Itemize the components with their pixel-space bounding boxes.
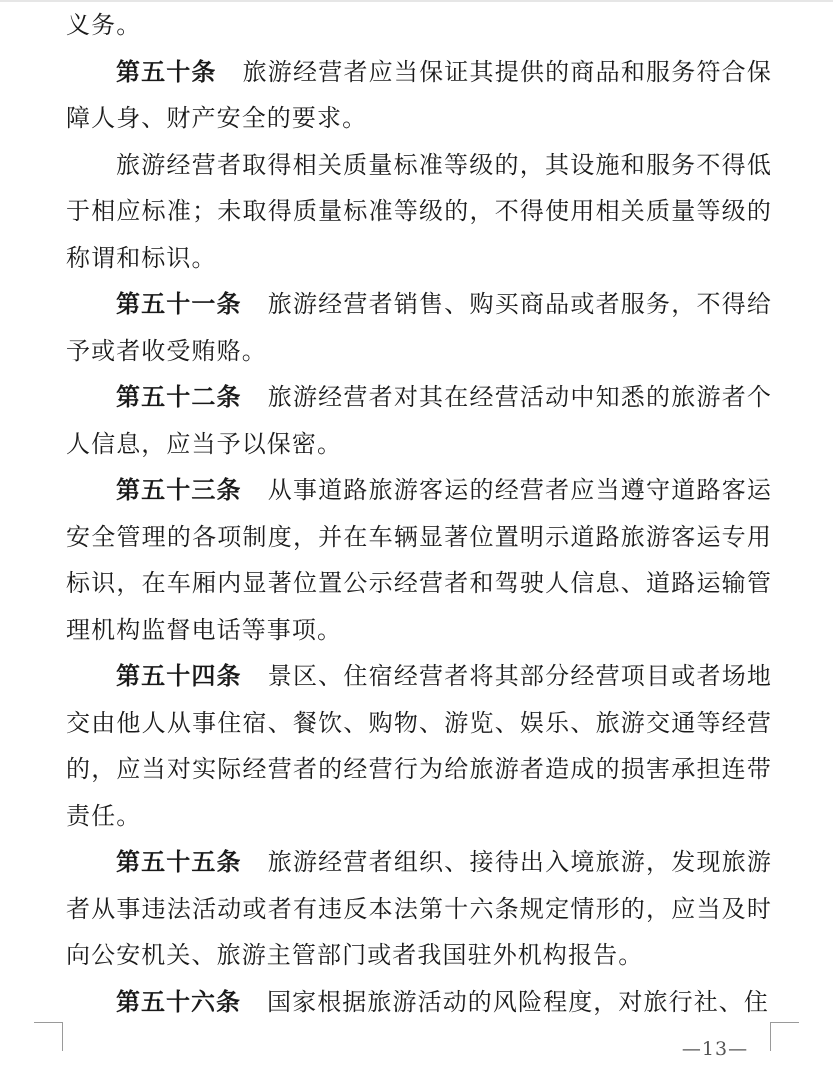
article-56 xyxy=(66,979,772,1026)
paragraph-continuation xyxy=(66,2,772,49)
article-heading: 第五十六条 xyxy=(116,987,241,1016)
article-54 xyxy=(66,653,772,839)
article-50 xyxy=(66,49,772,142)
article-55 xyxy=(66,839,772,979)
article-heading: 第五十三条 xyxy=(116,476,242,504)
paragraph-text: 义务。 xyxy=(66,11,142,39)
document-body xyxy=(66,2,772,1025)
article-text: 景区、住宿经营者将其部分经营项目或者场地交由他人从事住宿、餐饮、购物、游览、娱乐、旅游交通等经营的，应当对实际经营者的经营行为给旅游者造成的损害承担连带责任。 xyxy=(66,662,773,830)
article-52 xyxy=(66,374,772,467)
article-heading: 第五十条 xyxy=(116,57,217,86)
article-51 xyxy=(66,281,772,374)
article-text: 旅游经营者组织、接待出入境旅游，发现旅游者从事违法活动或者有违反本法第十六条规定情形的，应当及时向公安机关、旅游主管部门或者我国驻外机构报告。 xyxy=(66,848,773,969)
article-text: 国家根据旅游活动的风险程度，对旅行社、住 xyxy=(267,987,769,1016)
page-number: —13— xyxy=(681,1038,749,1060)
crop-mark-left xyxy=(34,1022,63,1051)
article-text: 旅游经营者应当保证其提供的商品和服务符合保障人身、财产安全的要求。 xyxy=(66,57,772,132)
article-heading: 第五十二条 xyxy=(116,383,242,411)
article-53 xyxy=(66,467,772,653)
article-text: 旅游经营者销售、购买商品或者服务，不得给予或者收受贿赂。 xyxy=(66,290,773,365)
paragraph-text: 旅游经营者取得相关质量标准等级的，其设施和服务不得低于相应标准；未取得质量标准等级的，不得使用相关质量等级的称谓和标识。 xyxy=(66,150,772,272)
article-heading: 第五十一条 xyxy=(116,290,242,318)
article-heading: 第五十四条 xyxy=(116,662,242,690)
crop-mark-right xyxy=(770,1022,799,1051)
article-heading: 第五十五条 xyxy=(116,848,242,876)
article-50-paragraph-2 xyxy=(66,142,772,282)
article-text: 从事道路旅游客运的经营者应当遵守道路客运安全管理的各项制度，并在车辆显著位置明示道路旅游客运专用标识，在车厢内显著位置公示经营者和驾驶人信息、道路运输管理机构监督电话等事项。 xyxy=(66,476,773,644)
article-text: 旅游经营者对其在经营活动中知悉的旅游者个人信息，应当予以保密。 xyxy=(66,383,773,458)
